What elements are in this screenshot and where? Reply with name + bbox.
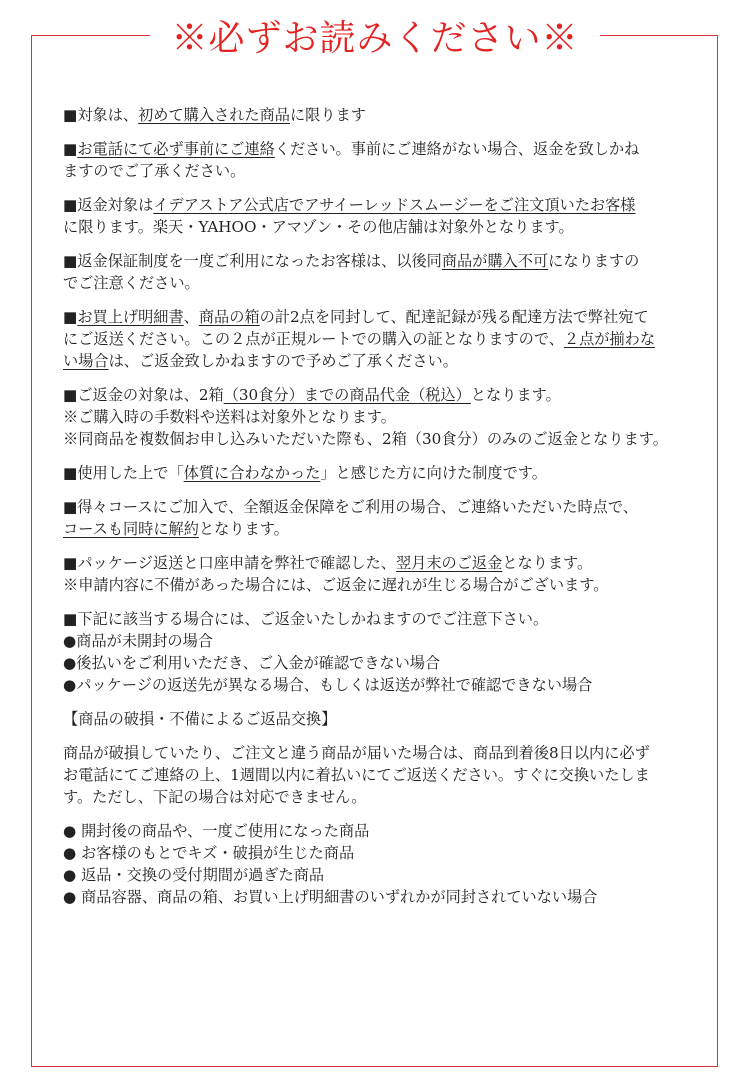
text: となります。	[470, 386, 561, 404]
text: ■	[63, 308, 78, 326]
underlined-text: お買上げ明細書	[77, 308, 184, 326]
text: 」と感じた方に向けた制度です。	[320, 464, 547, 482]
section-refund-amount	[63, 384, 693, 450]
text: 、	[183, 308, 199, 326]
text: ■ご返金の対象は、2箱	[63, 386, 224, 404]
list-item: ● お客様のもとでキズ・破損が生じた商品	[63, 844, 355, 862]
section-timing	[63, 552, 693, 596]
text: ■返金保証制度を一度ご利用になったお客様は、以後同	[63, 252, 442, 270]
list-item: ●商品が未開封の場合	[63, 632, 213, 650]
line	[63, 384, 693, 406]
section-eligibility	[63, 104, 693, 126]
line	[63, 306, 693, 328]
underlined-text: い場合	[63, 352, 109, 370]
text: ■使用した上で「	[63, 464, 184, 482]
line	[63, 518, 693, 540]
section-contact	[63, 138, 693, 182]
line	[63, 350, 693, 372]
line	[63, 250, 693, 272]
text: にご返送ください。この２点が正規ルートでの購入の証となりますので、	[63, 330, 564, 348]
text: になりますの	[548, 252, 640, 270]
line: ※ご購入時の手数料や送料は対象外となります。	[63, 408, 396, 426]
text: に限ります	[289, 106, 366, 124]
list-item: ●後払いをご利用いただき、ご入金が確認できない場合	[63, 654, 441, 672]
list-item: ● 商品容器、商品の箱、お買い上げ明細書のいずれかが同封されていない場合	[63, 888, 598, 906]
line	[63, 194, 693, 216]
page-title: ※必ずお読みください※	[150, 14, 600, 64]
line: に限ります。楽天・YAHOO・アマゾン・その他店舗は対象外となります。	[63, 218, 574, 236]
list-item: ● 開封後の商品や、一度ご使用になった商品	[63, 822, 370, 840]
underlined-text: イデアストア公式店でアサイーレッドスムージーをご注文頂いたお客様	[153, 196, 636, 214]
line: ■下記に該当する場合には、ご返金いたしかねますのでご注意下さい。	[63, 610, 549, 628]
underlined-text: 初めて購入された商品	[138, 106, 290, 124]
line: ■得々コースにご加入で、全額返金保障をご利用の場合、ご連絡いただいた時点で、	[63, 498, 638, 516]
text: の計2点を同封して、配達記録が残る配達方法で弊社宛て	[259, 308, 649, 326]
section-purpose	[63, 462, 693, 484]
line: でご注意ください。	[63, 274, 200, 292]
line	[63, 138, 693, 160]
list-item: ● 返品・交換の受付期間が過ぎた商品	[63, 866, 325, 884]
section-exchange-body	[63, 742, 693, 808]
line	[63, 104, 693, 126]
line	[63, 328, 693, 350]
line: 商品が破損していたり、ご注文と違う商品が届いた場合は、商品到着後8日以内に必ず	[63, 744, 650, 762]
line: お電話にてご連絡の上、1週間以内に着払いにてご返送ください。すぐに交換いたしま	[63, 766, 650, 784]
section-once-only	[63, 250, 693, 294]
underlined-text: 商品の箱	[198, 308, 260, 326]
notice-content	[63, 104, 693, 908]
text: は、ご返金致しかねますので予めご了承ください。	[108, 352, 458, 370]
text: となります。	[198, 520, 289, 538]
line	[63, 552, 693, 574]
section-exchange-exclusions	[63, 820, 693, 908]
line: ※同商品を複数個お申し込みいただいた際も、2箱（30食分）のみのご返金となります。	[63, 430, 668, 448]
section-return-items	[63, 306, 693, 372]
line: す。ただし、下記の場合は対応できません。	[63, 788, 367, 806]
text: ■対象は、	[63, 106, 139, 124]
text: ■返金対象は	[63, 196, 154, 214]
line	[63, 462, 693, 484]
underlined-text: ２点が揃わな	[563, 330, 656, 348]
section-heading: 【商品の破損・不備によるご返品交換】	[63, 710, 337, 728]
underlined-text: コースも同時に解約	[63, 520, 199, 538]
underlined-text: 翌月末のご返金	[395, 554, 503, 572]
underlined-text: （30食分）までの商品代金（税込）	[223, 386, 471, 404]
text: ■パッケージ返送と口座申請を弊社で確認した、	[63, 554, 396, 572]
text: となります。	[502, 554, 593, 572]
text: ください。事前にご連絡がない場合、返金を致しかね	[274, 140, 640, 158]
line: ますのでご了承ください。	[63, 162, 246, 180]
section-target	[63, 194, 693, 238]
text: ■	[63, 140, 78, 158]
line: ※申請内容に不備があった場合には、ご返金に遅れが生じる場合がございます。	[63, 576, 609, 594]
underlined-text: 商品が購入不可	[441, 252, 549, 270]
section-exchange-heading	[63, 708, 693, 730]
underlined-text: お電話にて必ず事前にご連絡	[77, 140, 275, 158]
section-course	[63, 496, 693, 540]
section-exclusions	[63, 608, 693, 696]
list-item: ●パッケージの返送先が異なる場合、もしくは返送が弊社で確認できない場合	[63, 676, 593, 694]
underlined-text: 体質に合わなかった	[183, 464, 321, 482]
